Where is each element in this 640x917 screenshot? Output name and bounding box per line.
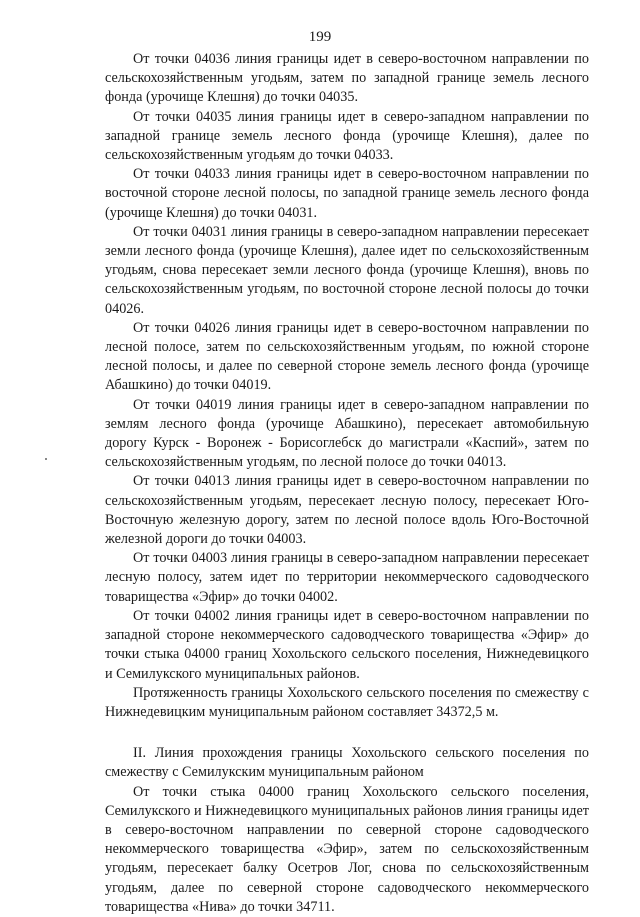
paragraph: От точки 04026 линия границы идет в северо-восточном направлении по лесной полосе, затем по сельскохозяйственным угодьям, по южной стороне лесной полосы, и далее по северной стороне земель лесного фонда (урочище Абашкино) до точки 04019.	[105, 319, 589, 394]
paragraph: От точки стыка 04000 границ Хохольского сельского поселения, Семилукского и Нижнедевицкого муниципальных районов линия границы идет в северо-восточном направлении по северной стороне садоводческого некоммерческого товарищества «Эфир», затем по сельскохозяйственным угодьям, пересекает балку Осетров Лог, снова по сельскохозяйственным угодьям, далее по северной стороне садоводческого некоммерческого товарищества «Нива» до точки 34711.	[105, 783, 589, 915]
document-body	[105, 50, 589, 917]
paragraph: От точки 04031 линия границы в северо-западном направлении пересекает земли лесного фонда (урочище Клешня), далее идет по сельскохозяйственным угодьям, снова пересекает земли лесного фонда (урочище Клешня), вновь по сельскохозяйственным угодьям, по восточной стороне лесной полосы до точки 04026.	[105, 223, 589, 317]
paragraph: От точки 04003 линия границы в северо-западном направлении пересекает лесную полосу, затем идет по территории некоммерческого садоводческого товарищества «Эфир» до точки 04002.	[105, 550, 589, 605]
paragraph: От точки 04019 линия границы идет в северо-западном направлении по землям лесного фонда (урочище Абашкино), пересекает автомобильную дорогу Курск - Воронеж - Борисоглебск до магистрали «Каспий», затем по сельскохозяйственным угодьям, по лесной полосе до точки 04013.	[105, 396, 589, 471]
paragraph: От точки 04033 линия границы идет в северо-восточном направлении по восточной стороне лесной полосы, по западной границе земель лесного фонда (урочище Клешня) до точки 04031.	[105, 166, 589, 221]
page-number: 199	[308, 29, 332, 45]
paragraph: От точки 04036 линия границы идет в северо-восточном направлении по сельскохозяйственным угодьям, затем по западной границе земель лесного фонда (урочище Клешня) до точки 04035.	[105, 51, 589, 106]
paragraph: От точки 04035 линия границы идет в северо-западном направлении по западной границе земель лесного фонда (урочище Клешня), далее по сельскохозяйственным угодьям до точки 04033.	[105, 108, 589, 164]
paragraph: От точки 04002 линия границы идет в северо-восточном направлении по западной стороне некоммерческого садоводческого товарищества «Эфир» до точки стыка 04000 границ Хохольского сельского поселения, Нижнедевицкого и Семилукского муниципальных районов.	[105, 607, 589, 682]
section-heading: II. Линия прохождения границы Хохольского сельского поселения по смежеству с Семилукским муниципальным районом	[105, 745, 589, 781]
scan-speck	[45, 458, 47, 460]
summary-paragraph: Протяженность границы Хохольского сельского поселения по смежеству с Нижнедевицким муниципальным районом составляет 34372,5 м.	[105, 684, 589, 720]
paragraph: От точки 04013 линия границы идет в северо-восточном направлении по сельскохозяйственным угодьям, пересекает лесную полосу, пересекает Юго-Восточную железную дорогу, затем по лесной полосе вдоль Юго-Восточной железной дороги до точки 04003.	[105, 473, 589, 548]
